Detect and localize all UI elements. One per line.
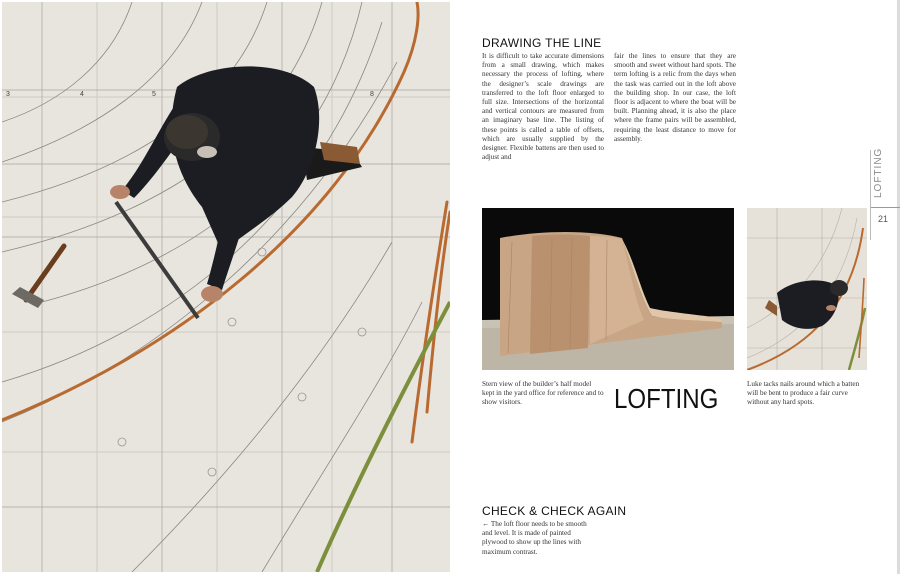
lofting-title: LOFTING xyxy=(614,383,719,414)
side-tab xyxy=(871,147,900,208)
drawing-text-col1: It is difficult to take accurate dimensions from a small drawing, which makes necessary the process of lofting, where the designer’s scale drawings are transferred to the loft floor enlarged to full size. Intersections of the horizontal and vertical contours are measured from an imaginary base line. The listing of these points is called a table of offsets, which are usually supplied by the designer. Flexible battens are then used to adjust and xyxy=(482,52,604,162)
check-heading: CHECK & CHECK AGAIN xyxy=(482,504,627,518)
floor-number: 8 xyxy=(370,91,374,98)
floor-number: 3 xyxy=(6,91,10,98)
check-text: ← The loft floor needs to be smooth and level. It is made of painted plywood to show up the lines with maximum contrast. xyxy=(482,520,587,556)
half-model-photo xyxy=(482,208,734,370)
page-number: 21 xyxy=(878,214,889,224)
side-tab-label: LOFTING xyxy=(873,147,884,198)
floor-number: 5 xyxy=(152,91,156,98)
side-tab-rule xyxy=(871,207,900,208)
drawing-text-col2: fair the lines to ensure that they are smooth and sweet without hard spots. The term lofting is a relic from the days when the task was carried out in the loft above the building shop. In our case, the loft floor is adjacent to where the boat will be built. Planning ahead, it is also the place where the frame pairs will be assembled, requiring the least distance to move for assembly. xyxy=(614,52,736,143)
luke-photo xyxy=(747,208,867,370)
stern-model-caption: Stern view of the builder’s half model kept in the yard office for reference and to show visitors. xyxy=(482,380,604,407)
drawing-heading: DRAWING THE LINE xyxy=(482,36,602,50)
lofting-floor-photo xyxy=(2,2,450,572)
luke-caption: Luke tacks nails around which a batten will be bent to produce a fair curve without any hard spots. xyxy=(747,380,860,407)
floor-number: 4 xyxy=(80,91,84,98)
